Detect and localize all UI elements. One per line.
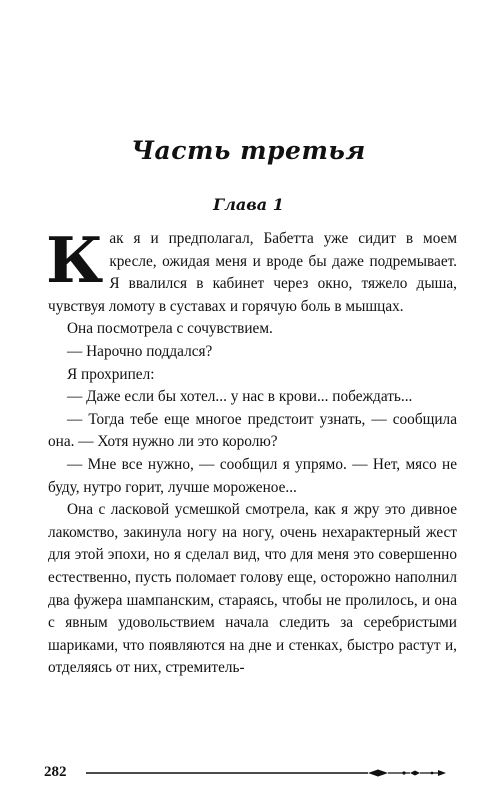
drop-cap: К <box>46 223 104 297</box>
paragraph: — Тогда тебе еще многое предстоит узнать, — сообщила она. — Хотя нужно ли это королю? <box>48 410 457 451</box>
chapter-title: Глава 1 <box>213 195 284 214</box>
body-text <box>46 223 457 680</box>
paragraph: — Даже если бы хотел... у нас в крови... побеждать... <box>67 388 413 406</box>
paragraph: Она с ласковой усмешкой смотрела, как я жру это дивное лакомство, закинула ногу на ногу, очень нехарактерный жест для этой эпохи, но я сделал вид, что для меня это совершенно естественно, пусть поломает голову еще, осторожно наполнил два фужера шампанским, стараясь, чтобы не пролилось, и она с явным удовольствием начала следить за серебристыми шариками, что появляются на дне и стенках, быстро растут и, отделяясь от них, стремитель- <box>48 501 457 677</box>
paragraph: — Нарочно поддался? <box>67 342 213 360</box>
page-footer <box>44 764 453 784</box>
paragraph-text: ак я и предполагал, Бабетта уже сидит в моем кресле, ожидая меня и вроде бы даже подремывает. Я ввалился в кабинет через окно, тяжело дыша, чувствуя ломоту в суставах и горячую боль в мышцах. <box>48 230 457 315</box>
paragraph <box>46 223 457 318</box>
part-title: Часть третья <box>131 136 366 165</box>
paragraph: — Мне все нужно, — сообщил я упрямо. — Нет, мясо не буду, нутро горит, лучше мороженое... <box>48 455 457 496</box>
paragraph: Я прохрипел: <box>67 365 155 383</box>
footer-ornament-icon <box>86 766 454 780</box>
paragraph: Она посмотрела с сочувствием. <box>67 320 273 338</box>
page-number: 282 <box>44 764 67 780</box>
